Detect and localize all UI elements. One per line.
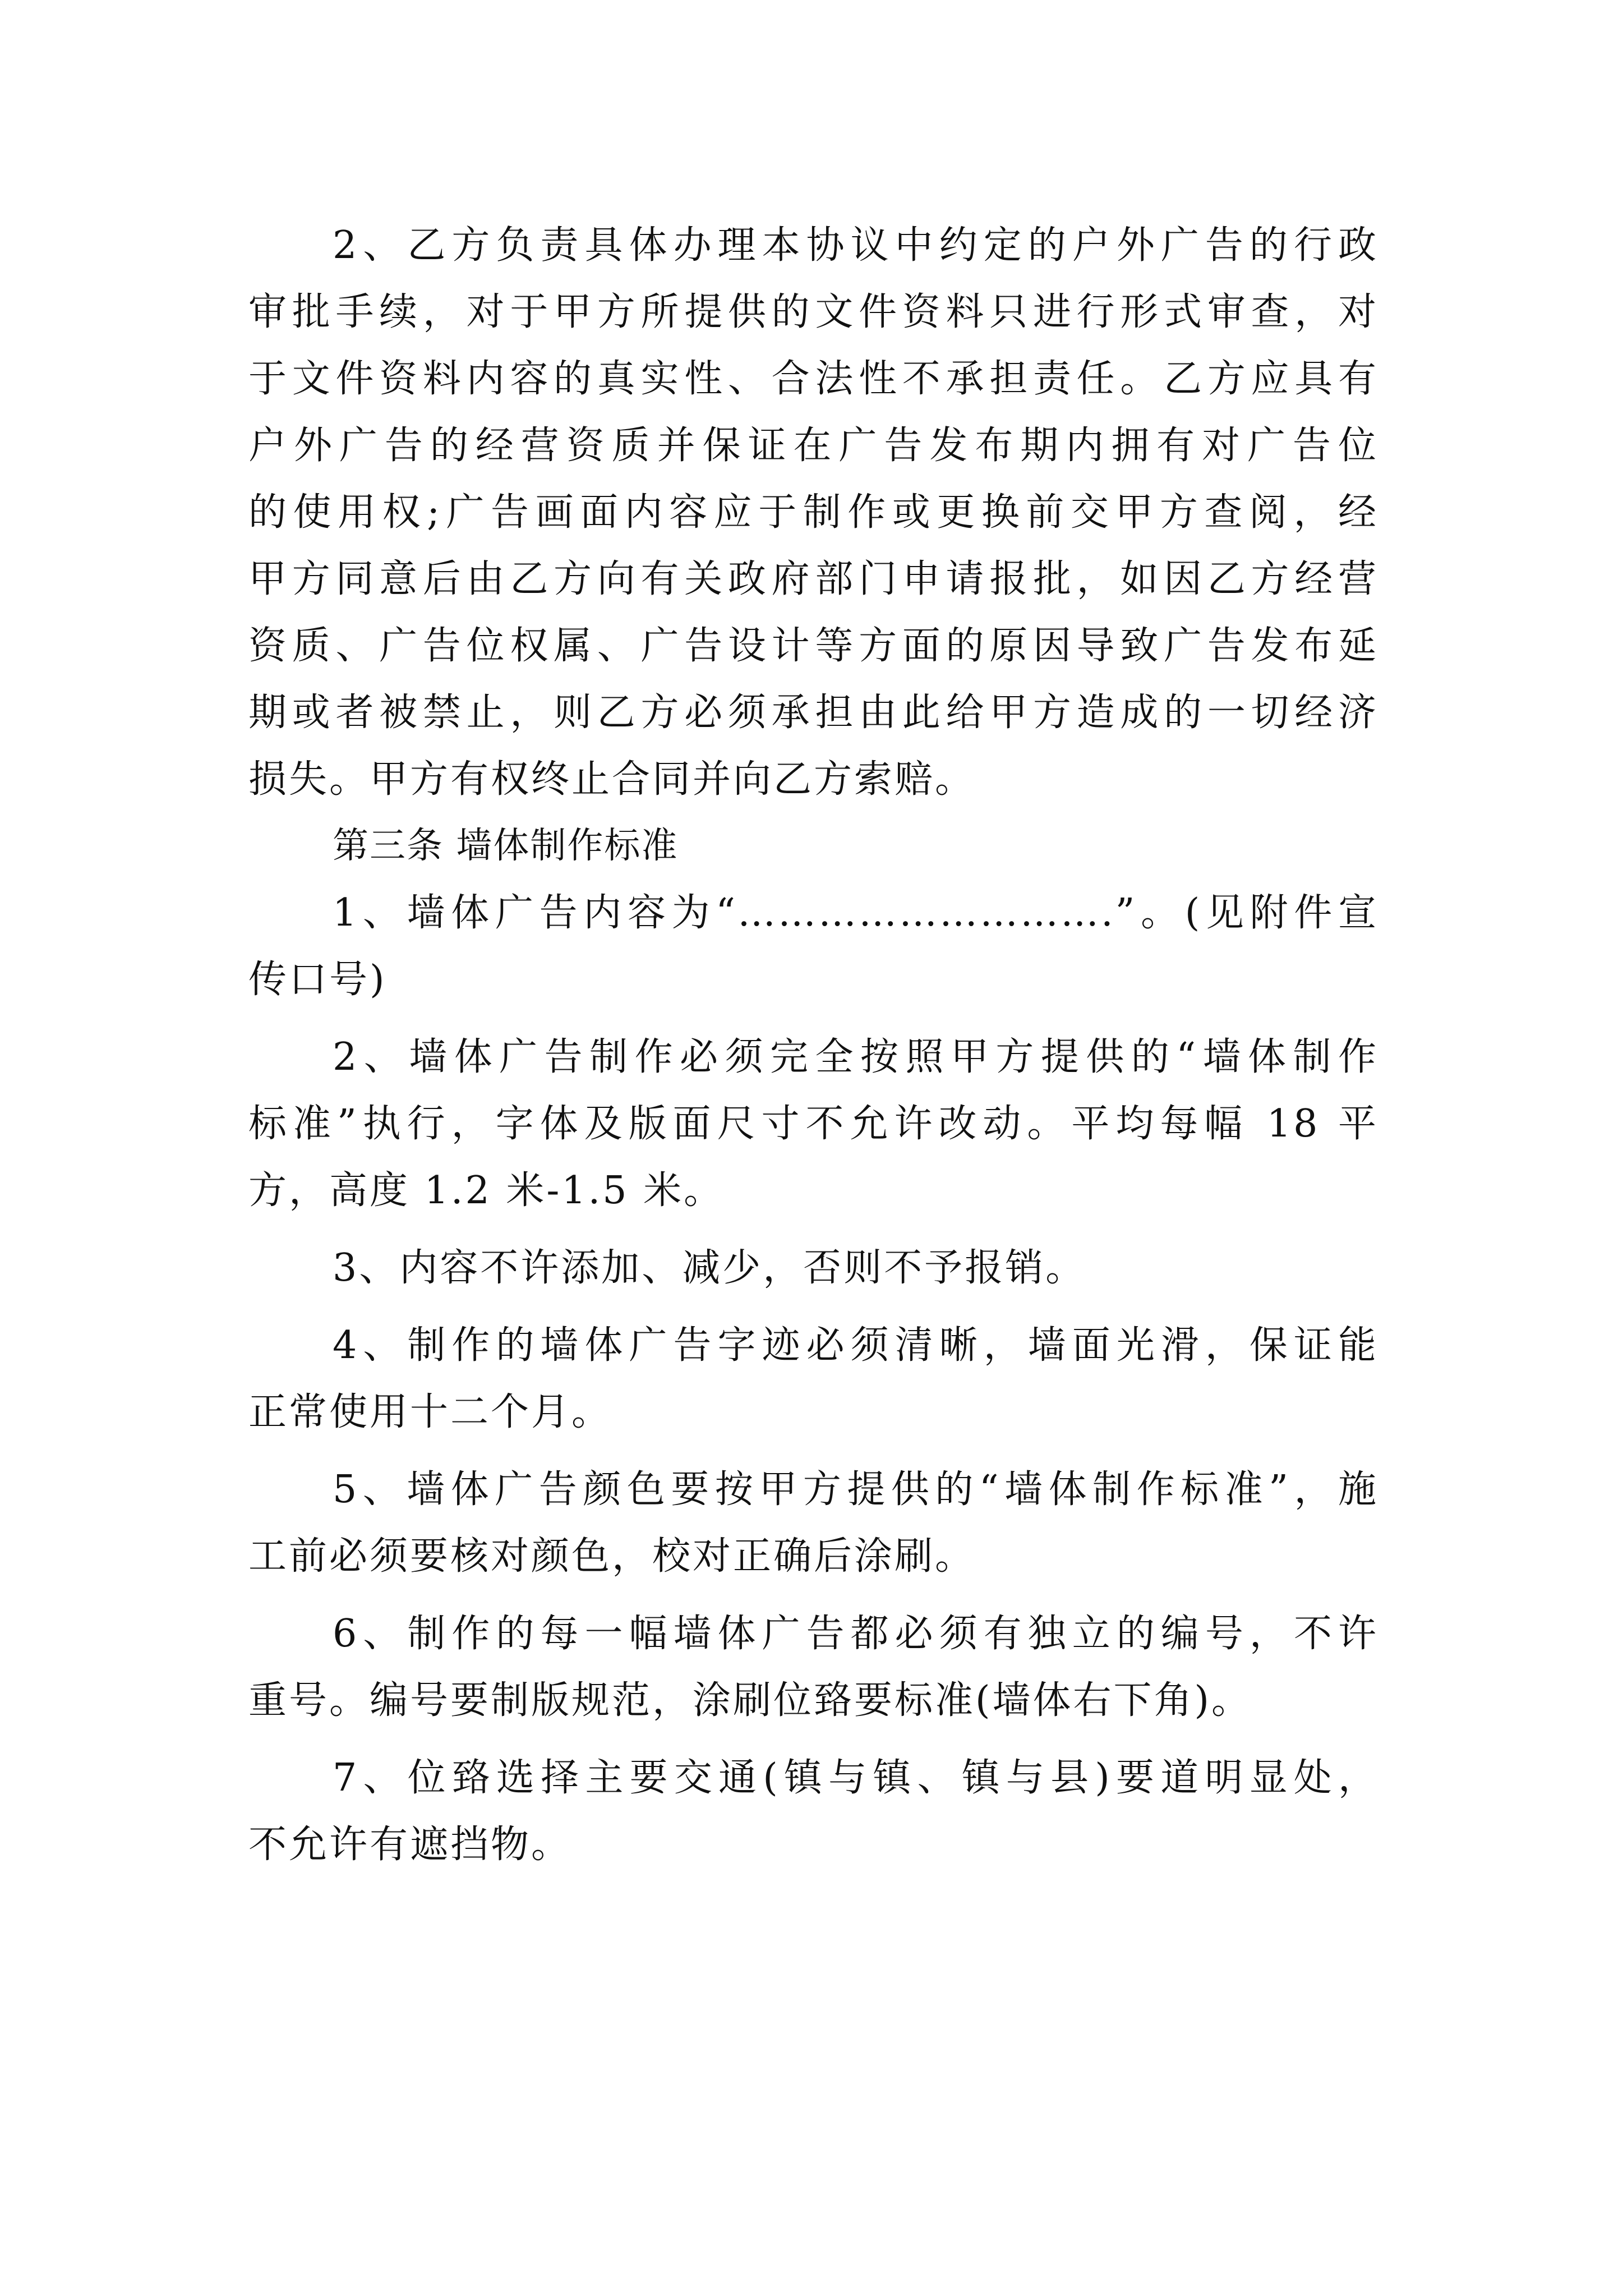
- paragraph-2-line-4: 户外广告的经营资质并保证在广告发布期内拥有对广告位: [248, 424, 1378, 468]
- item-5-line-1: 5、墙体广告颜色要按甲方提供的“墙体制作标准”，施: [333, 1467, 1378, 1512]
- item-1-line-1: 1、墙体广告内容为“……………………….”。(见附件宣: [333, 891, 1378, 935]
- item-6-line-1: 6、制作的每一幅墙体广告都必须有独立的编号，不许: [333, 1612, 1378, 1656]
- paragraph-2-line-5: 的使用权;广告画面内容应于制作或更换前交甲方查阅，经: [248, 490, 1378, 535]
- item-1-line-2: 传口号): [248, 958, 387, 1002]
- section-heading-article-3: 第三条 墙体制作标准: [333, 825, 679, 867]
- paragraph-2-line-6: 甲方同意后由乙方向有关政府部门申请报批，如因乙方经营: [248, 557, 1378, 601]
- item-7-line-2: 不允许有遮挡物。: [248, 1823, 572, 1867]
- item-5-line-2: 工前必须要核对颜色，校对正确后涂刷。: [248, 1534, 976, 1579]
- paragraph-2-line-1: 2、乙方负责具体办理本协议中约定的户外广告的行政: [333, 223, 1378, 268]
- item-6-line-2: 重号。编号要制版规范，涂刷位臵要标准(墙体右下角)。: [248, 1678, 1252, 1723]
- paragraph-2-line-7: 资质、广告位权属、广告设计等方面的原因导致广告发布延: [248, 624, 1378, 668]
- paragraph-2-line-3: 于文件资料内容的真实性、合法性不承担责任。乙方应具有: [248, 357, 1378, 401]
- item-2-line-3: 方，高度 1.2 米-1.5 米。: [248, 1168, 725, 1213]
- item-7-line-1: 7、位臵选择主要交通(镇与镇、镇与县)要道明显处，: [333, 1756, 1378, 1800]
- item-3-line-1: 3、内容不许添加、减少，否则不予报销。: [333, 1246, 1086, 1290]
- paragraph-2-line-9: 损失。甲方有权终止合同并向乙方索赔。: [248, 757, 976, 802]
- paragraph-2-line-2: 审批手续，对于甲方所提供的文件资料只进行形式审查，对: [248, 290, 1378, 334]
- item-4-line-2: 正常使用十二个月。: [248, 1390, 612, 1434]
- item-2-line-2: 标准”执行，字体及版面尺寸不允许改动。平均每幅 18 平: [248, 1102, 1378, 1146]
- paragraph-2-line-8: 期或者被禁止，则乙方必须承担由此给甲方造成的一切经济: [248, 691, 1378, 735]
- item-4-line-1: 4、制作的墙体广告字迹必须清晰，墙面光滑，保证能: [333, 1323, 1378, 1368]
- document-body: [248, 212, 1378, 1878]
- item-2-line-1: 2、墙体广告制作必须完全按照甲方提供的“墙体制作: [333, 1035, 1378, 1079]
